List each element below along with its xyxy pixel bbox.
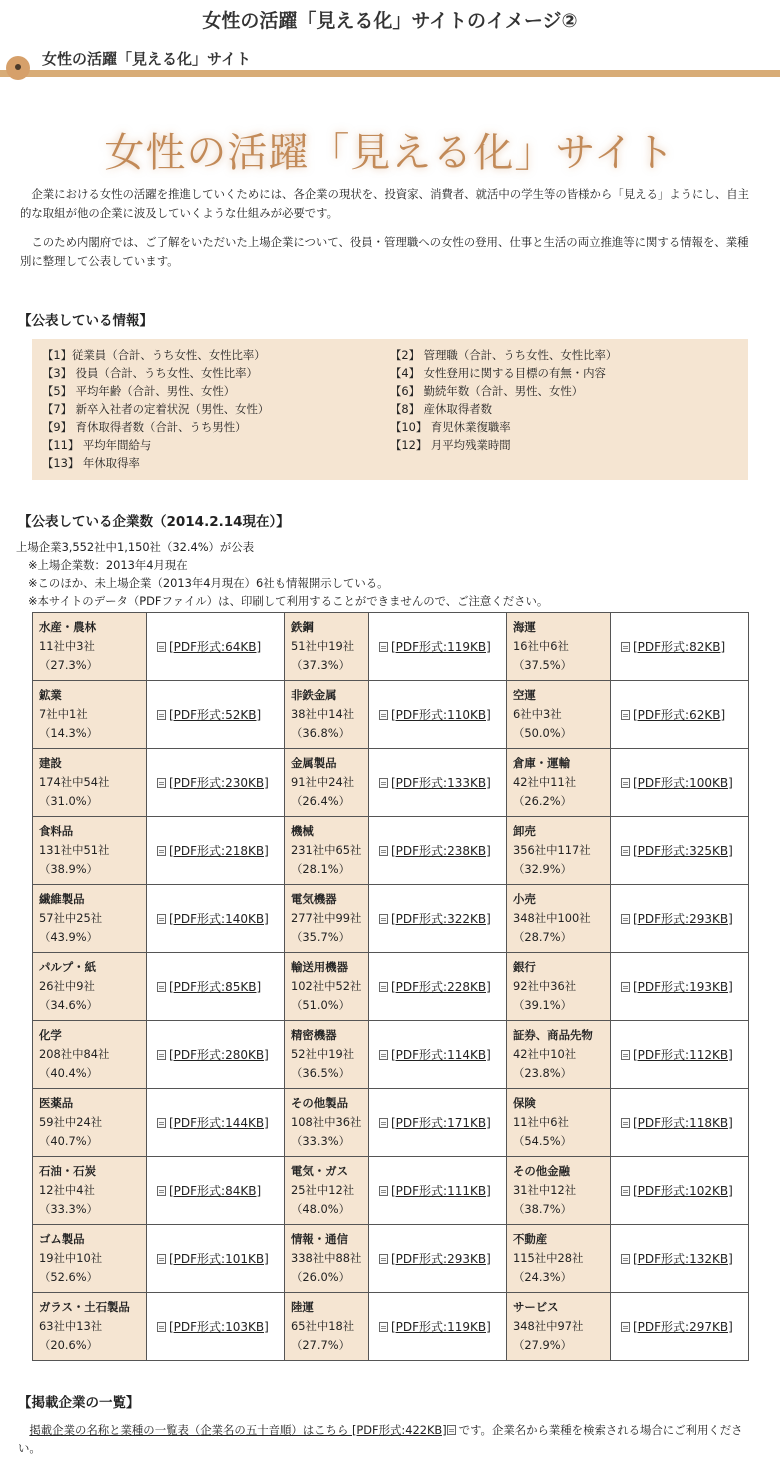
table-row [33, 681, 749, 749]
sector-cell [33, 953, 147, 1021]
sector-name: 倉庫・運輸 [513, 756, 570, 770]
sector-pdf-link[interactable]: [PDF形式:100KB] [633, 776, 733, 790]
sector-cell [285, 681, 369, 749]
published-info-item: 【6】 勤続年数（合計、男性、女性） [390, 384, 584, 398]
sector-cell [285, 1089, 369, 1157]
sector-pdf-link[interactable]: [PDF形式:133KB] [391, 776, 491, 790]
company-list-pdf-link[interactable]: 掲載企業の名称と業種の一覧表（企業名の五十音順）はこちら [PDF形式:422KB] [29, 1423, 447, 1437]
sector-percent: （31.0%） [39, 794, 98, 808]
company-list-text [18, 1421, 756, 1457]
sector-percent: （43.9%） [39, 930, 98, 944]
sector-name: 食料品 [39, 824, 74, 838]
pdf-file-icon [621, 642, 630, 652]
sector-percent: （52.6%） [39, 1270, 98, 1284]
sector-pdf-link[interactable]: [PDF形式:144KB] [169, 1116, 269, 1130]
table-row [33, 953, 749, 1021]
pdf-cell [369, 1157, 507, 1225]
pdf-cell [611, 817, 749, 885]
sector-pdf-link[interactable]: [PDF形式:230KB] [169, 776, 269, 790]
sector-count: 102社中52社 [291, 979, 362, 993]
sector-percent: （51.0%） [291, 998, 350, 1012]
sector-name: 機械 [291, 824, 314, 838]
sector-count: 12社中4社 [39, 1183, 95, 1197]
pdf-file-icon [157, 1118, 166, 1128]
pdf-file-icon [621, 1118, 630, 1128]
sector-percent: （28.1%） [291, 862, 350, 876]
sector-percent: （50.0%） [513, 726, 572, 740]
sector-cell [285, 749, 369, 817]
sector-pdf-link[interactable]: [PDF形式:119KB] [391, 640, 491, 654]
company-list-heading: 【掲載企業の一覧】 [18, 1395, 140, 1411]
sector-count: 51社中19社 [291, 639, 355, 653]
sector-cell [33, 885, 147, 953]
sector-count: 31社中12社 [513, 1183, 577, 1197]
company-count-note: ※上場企業数：2013年4月現在 [28, 558, 188, 572]
pdf-file-icon [157, 1254, 166, 1264]
sector-cell [507, 1157, 611, 1225]
pdf-cell [147, 1021, 285, 1089]
sector-count: 16社中6社 [513, 639, 569, 653]
published-info-item: 【5】 平均年齢（合計、男性、女性） [42, 384, 236, 398]
sector-percent: （26.2%） [513, 794, 572, 808]
sector-count: 174社中54社 [39, 775, 110, 789]
sector-pdf-link[interactable]: [PDF形式:110KB] [391, 708, 491, 722]
sector-pdf-link[interactable]: [PDF形式:62KB] [633, 708, 726, 722]
published-info-heading: 【公表している情報】 [18, 313, 153, 329]
pdf-cell [147, 1293, 285, 1361]
sector-count: 52社中19社 [291, 1047, 355, 1061]
published-info-item: 【11】 平均年間給与 [42, 438, 152, 452]
sector-pdf-link[interactable]: [PDF形式:84KB] [169, 1184, 262, 1198]
sector-count: 356社中117社 [513, 843, 591, 857]
pdf-cell [611, 1089, 749, 1157]
sector-name: その他製品 [291, 1096, 348, 1110]
sector-pdf-link[interactable]: [PDF形式:103KB] [169, 1320, 269, 1334]
sector-percent: （38.9%） [39, 862, 98, 876]
site-header-title: 女性の活躍「見える化」サイト [42, 50, 251, 68]
sector-name: 小売 [513, 892, 536, 906]
sector-name: 金属製品 [291, 756, 337, 770]
table-row [33, 1021, 749, 1089]
published-info-item: 【10】 育児休業復職率 [390, 420, 511, 434]
sector-count: 6社中3社 [513, 707, 562, 721]
company-count-total: 上場企業3,552社中1,150社（32.4%）が公表 [16, 540, 255, 554]
table-row [33, 817, 749, 885]
pdf-cell [147, 953, 285, 1021]
pdf-cell [611, 1225, 749, 1293]
sector-count: 11社中3社 [39, 639, 95, 653]
sector-count: 38社中14社 [291, 707, 355, 721]
sector-cell [33, 1225, 147, 1293]
intro-paragraph-1: 企業における女性の活躍を推進していくためには、各企業の現状を、投資家、消費者、就活中の学生等の皆様から「見える」ようにし、自主的な取組が他の企業に波及していくような仕組みが必要です。 [20, 187, 750, 220]
sector-percent: （26.0%） [291, 1270, 350, 1284]
sector-cell [33, 749, 147, 817]
sector-name: 電気機器 [291, 892, 337, 906]
sector-cell [285, 953, 369, 1021]
pdf-file-icon [157, 1186, 166, 1196]
sector-name: 建設 [39, 756, 62, 770]
sector-cell [285, 1157, 369, 1225]
pdf-file-icon [621, 1322, 630, 1332]
sector-percent: （20.6%） [39, 1338, 98, 1352]
sector-percent: （40.4%） [39, 1066, 98, 1080]
pdf-file-icon [621, 982, 630, 992]
pdf-file-icon [621, 778, 630, 788]
sector-name: サービス [513, 1300, 559, 1314]
sector-name: パルプ・紙 [39, 960, 96, 974]
pdf-file-icon [157, 710, 166, 720]
sector-count: 231社中65社 [291, 843, 362, 857]
sector-cell [33, 613, 147, 681]
sector-pdf-link[interactable]: [PDF形式:325KB] [633, 844, 733, 858]
sector-cell [285, 1293, 369, 1361]
pdf-file-icon [621, 1254, 630, 1264]
pdf-cell [369, 681, 507, 749]
sector-cell [33, 1157, 147, 1225]
pdf-file-icon [379, 1186, 388, 1196]
pdf-file-icon [379, 710, 388, 720]
sector-name: 卸売 [513, 824, 536, 838]
sector-cell [507, 681, 611, 749]
company-count-notes [16, 538, 780, 610]
sector-pdf-link[interactable]: [PDF形式:293KB] [391, 1252, 491, 1266]
sector-pdf-link[interactable]: [PDF形式:85KB] [169, 980, 262, 994]
sector-name: 化学 [39, 1028, 62, 1042]
sector-count: 42社中10社 [513, 1047, 577, 1061]
sector-cell [507, 817, 611, 885]
sector-count: 25社中12社 [291, 1183, 355, 1197]
sector-name: 空運 [513, 688, 536, 702]
pdf-cell [611, 613, 749, 681]
sector-pdf-link[interactable]: [PDF形式:114KB] [391, 1048, 491, 1062]
pdf-file-icon [621, 1050, 630, 1060]
sector-count: 59社中24社 [39, 1115, 103, 1129]
pdf-file-icon [157, 642, 166, 652]
sector-cell [507, 1021, 611, 1089]
sector-cell [507, 613, 611, 681]
sector-count: 26社中9社 [39, 979, 95, 993]
sector-name: 鉄鋼 [291, 620, 314, 634]
pdf-cell [611, 1021, 749, 1089]
sector-count: 65社中18社 [291, 1319, 355, 1333]
sector-percent: （26.4%） [291, 794, 350, 808]
sector-name: 輸送用機器 [291, 960, 348, 974]
pdf-cell [611, 681, 749, 749]
sector-name: ゴム製品 [39, 1232, 85, 1246]
pdf-cell [369, 613, 507, 681]
pdf-file-icon [621, 1186, 630, 1196]
sector-cell [285, 1225, 369, 1293]
pdf-cell [369, 885, 507, 953]
sector-percent: （35.7%） [291, 930, 350, 944]
sector-percent: （37.3%） [291, 658, 350, 672]
published-info-item: 【8】 産休取得者数 [390, 402, 492, 416]
sector-cell [507, 1293, 611, 1361]
company-list-after-text: です。企業名から業種を検索される場合にご利用ください。 [18, 1423, 743, 1455]
pdf-file-icon [157, 914, 166, 924]
sector-count: 348社中97社 [513, 1319, 584, 1333]
sector-percent: （24.3%） [513, 1270, 572, 1284]
sector-pdf-link[interactable]: [PDF形式:102KB] [633, 1184, 733, 1198]
sector-name: 繊維製品 [39, 892, 85, 906]
sector-count: 348社中100社 [513, 911, 591, 925]
sector-name: 電気・ガス [291, 1164, 348, 1178]
sector-name: その他金融 [513, 1164, 570, 1178]
sector-count: 92社中36社 [513, 979, 577, 993]
sector-count: 91社中24社 [291, 775, 355, 789]
pdf-file-icon [379, 778, 388, 788]
sector-percent: （27.9%） [513, 1338, 572, 1352]
pdf-file-icon [157, 778, 166, 788]
published-info-item: 【7】 新卒入社者の定着状況（男性、女性） [42, 402, 270, 416]
sector-cell [507, 1225, 611, 1293]
pdf-file-icon [157, 1050, 166, 1060]
pdf-file-icon [379, 1050, 388, 1060]
sector-name: 非鉄金属 [291, 688, 337, 702]
pdf-cell [611, 1293, 749, 1361]
published-info-item: 【1】従業員（合計、うち女性、女性比率） [42, 348, 266, 362]
sector-cell [33, 1089, 147, 1157]
sector-table [32, 612, 749, 1361]
sector-name: 精密機器 [291, 1028, 337, 1042]
pdf-cell [369, 817, 507, 885]
sector-pdf-link[interactable]: [PDF形式:293KB] [633, 912, 733, 926]
sector-percent: （14.3%） [39, 726, 98, 740]
pdf-file-icon [447, 1425, 456, 1435]
pdf-file-icon [379, 1322, 388, 1332]
sector-name: 銀行 [513, 960, 536, 974]
sector-count: 277社中99社 [291, 911, 362, 925]
sector-percent: （40.7%） [39, 1134, 98, 1148]
sector-count: 131社中51社 [39, 843, 110, 857]
pdf-cell [369, 1293, 507, 1361]
pdf-file-icon [379, 846, 388, 856]
sector-name: 水産・農林 [39, 620, 96, 634]
sector-pdf-link[interactable]: [PDF形式:64KB] [169, 640, 262, 654]
pdf-cell [611, 885, 749, 953]
sector-count: 11社中6社 [513, 1115, 569, 1129]
sector-pdf-link[interactable]: [PDF形式:238KB] [391, 844, 491, 858]
pdf-cell [147, 681, 285, 749]
pdf-file-icon [379, 1118, 388, 1128]
sector-pdf-link[interactable]: [PDF形式:322KB] [391, 912, 491, 926]
pdf-cell [147, 613, 285, 681]
published-info-item: 【2】 管理職（合計、うち女性、女性比率） [390, 348, 618, 362]
sector-cell [507, 749, 611, 817]
sector-percent: （23.8%） [513, 1066, 572, 1080]
company-count-heading: 【公表している企業数（2014.2.14現在）】 [18, 514, 290, 530]
sector-pdf-link[interactable]: [PDF形式:280KB] [169, 1048, 269, 1062]
sector-cell [507, 953, 611, 1021]
sector-name: 保険 [513, 1096, 536, 1110]
sector-pdf-link[interactable]: [PDF形式:111KB] [391, 1184, 491, 1198]
sector-name: 鉱業 [39, 688, 62, 702]
page-title: 女性の活躍「見える化」サイトのイメージ② [202, 10, 578, 32]
company-count-note: ※このほか、未上場企業（2013年4月現在）6社も情報開示している。 [28, 576, 389, 590]
sector-name: 医薬品 [39, 1096, 74, 1110]
sector-percent: （36.8%） [291, 726, 350, 740]
published-info-item: 【12】 月平均残業時間 [390, 438, 511, 452]
published-info-item: 【9】 育休取得者数（合計、うち男性） [42, 420, 247, 434]
pdf-file-icon [157, 1322, 166, 1332]
pdf-cell [369, 1021, 507, 1089]
sector-percent: （33.3%） [291, 1134, 350, 1148]
sector-name: 不動産 [513, 1232, 548, 1246]
sector-pdf-link[interactable]: [PDF形式:297KB] [633, 1320, 733, 1334]
sector-count: 19社中10社 [39, 1251, 103, 1265]
sector-percent: （37.5%） [513, 658, 572, 672]
pdf-cell [147, 1157, 285, 1225]
sector-cell [507, 1089, 611, 1157]
sector-percent: （34.6%） [39, 998, 98, 1012]
pdf-file-icon [379, 914, 388, 924]
pdf-cell [369, 1225, 507, 1293]
sector-count: 63社中13社 [39, 1319, 103, 1333]
sector-pdf-link[interactable]: [PDF形式:112KB] [633, 1048, 733, 1062]
sector-cell [285, 817, 369, 885]
table-row [33, 749, 749, 817]
published-info-item: 【4】 女性登用に関する目標の有無・内容 [390, 366, 606, 380]
sector-percent: （28.7%） [513, 930, 572, 944]
sector-count: 42社中11社 [513, 775, 577, 789]
pdf-cell [147, 1225, 285, 1293]
pdf-file-icon [157, 982, 166, 992]
pdf-cell [611, 953, 749, 1021]
sector-percent: （38.7%） [513, 1202, 572, 1216]
sector-cell [507, 885, 611, 953]
sector-cell [33, 1293, 147, 1361]
table-row [33, 885, 749, 953]
intro-paragraph-2: このため内閣府では、ご了解をいただいた上場企業について、役員・管理職への女性の登用、仕事と生活の両立推進等に関する情報を、業種別に整理して公表しています。 [20, 235, 749, 268]
pdf-cell [369, 953, 507, 1021]
published-info-item: 【13】 年休取得率 [42, 456, 140, 470]
sector-name: 陸運 [291, 1300, 314, 1314]
sector-pdf-link[interactable]: [PDF形式:193KB] [633, 980, 733, 994]
sector-percent: （32.9%） [513, 862, 572, 876]
pdf-cell [147, 885, 285, 953]
sector-cell [33, 817, 147, 885]
sector-pdf-link[interactable]: [PDF形式:132KB] [633, 1252, 733, 1266]
pdf-cell [611, 749, 749, 817]
pdf-file-icon [379, 982, 388, 992]
pdf-cell [611, 1157, 749, 1225]
sector-percent: （39.1%） [513, 998, 572, 1012]
table-row [33, 613, 749, 681]
published-info-box [32, 339, 748, 480]
sector-name: 石油・石炭 [39, 1164, 96, 1178]
sector-cell [285, 613, 369, 681]
sector-count: 7社中1社 [39, 707, 88, 721]
sector-pdf-link[interactable]: [PDF形式:119KB] [391, 1320, 491, 1334]
pdf-file-icon [379, 1254, 388, 1264]
sector-cell [285, 885, 369, 953]
sector-pdf-link[interactable]: [PDF形式:118KB] [633, 1116, 733, 1130]
sector-percent: （36.5%） [291, 1066, 350, 1080]
company-count-note: ※本サイトのデータ（PDFファイル）は、印刷して利用することができませんので、ご注意ください。 [28, 594, 549, 608]
sector-pdf-link[interactable]: [PDF形式:228KB] [391, 980, 491, 994]
sector-pdf-link[interactable]: [PDF形式:52KB] [169, 708, 262, 722]
sector-cell [33, 681, 147, 749]
published-info-item: 【3】 役員（合計、うち女性、女性比率） [42, 366, 258, 380]
sector-count: 115社中28社 [513, 1251, 584, 1265]
site-header [0, 36, 780, 77]
sector-name: 情報・通信 [291, 1232, 348, 1246]
pdf-cell [147, 817, 285, 885]
sector-pdf-link[interactable]: [PDF形式:140KB] [169, 912, 269, 926]
lightbulb-icon [6, 56, 30, 80]
sector-pdf-link[interactable]: [PDF形式:101KB] [169, 1252, 269, 1266]
sector-name: 海運 [513, 620, 536, 634]
pdf-cell [147, 1089, 285, 1157]
sector-percent: （27.3%） [39, 658, 98, 672]
pdf-file-icon [621, 846, 630, 856]
table-row [33, 1157, 749, 1225]
table-row [33, 1089, 749, 1157]
sector-cell [285, 1021, 369, 1089]
pdf-cell [147, 749, 285, 817]
pdf-file-icon [621, 914, 630, 924]
sector-pdf-link[interactable]: [PDF形式:171KB] [391, 1116, 491, 1130]
sector-count: 338社中88社 [291, 1251, 362, 1265]
sector-percent: （54.5%） [513, 1134, 572, 1148]
sector-pdf-link[interactable]: [PDF形式:82KB] [633, 640, 726, 654]
sector-name: ガラス・土石製品 [39, 1300, 130, 1314]
sector-count: 208社中84社 [39, 1047, 110, 1061]
pdf-cell [369, 1089, 507, 1157]
sector-pdf-link[interactable]: [PDF形式:218KB] [169, 844, 269, 858]
pdf-file-icon [621, 710, 630, 720]
sector-percent: （27.7%） [291, 1338, 350, 1352]
sector-percent: （48.0%） [291, 1202, 350, 1216]
sector-name: 証券、商品先物 [513, 1028, 593, 1042]
pdf-file-icon [157, 846, 166, 856]
sector-percent: （33.3%） [39, 1202, 98, 1216]
site-logo: 女性の活躍「見える化」サイト [104, 130, 676, 176]
sector-count: 108社中36社 [291, 1115, 362, 1129]
pdf-file-icon [379, 642, 388, 652]
pdf-cell [369, 749, 507, 817]
table-row [33, 1225, 749, 1293]
sector-count: 57社中25社 [39, 911, 103, 925]
sector-cell [33, 1021, 147, 1089]
table-row [33, 1293, 749, 1361]
